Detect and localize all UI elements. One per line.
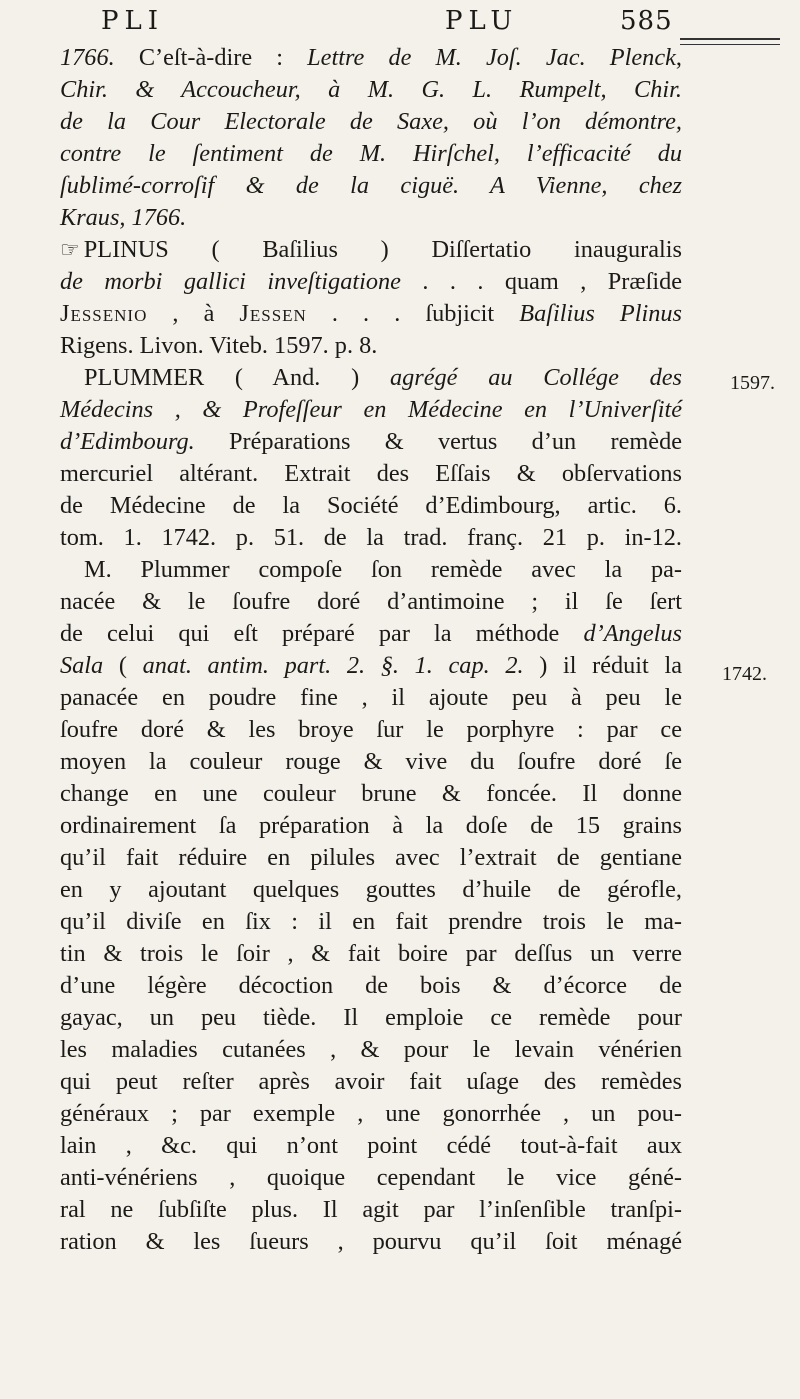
text-line (60, 458, 682, 490)
text-line (60, 970, 682, 1002)
text-line (60, 74, 682, 106)
text-segment: gayac, un peu tiède. Il emploie ce remède pour (60, 1004, 682, 1031)
text-segment: 1766. (60, 44, 139, 71)
text-segment: qu’il fait réduire en pilules avec l’extrait de gentiane (60, 844, 682, 871)
text-segment: PLINUS ( Baſilius ) Diſſertatio inauguralis (83, 236, 682, 263)
text-segment: qu’il diviſe en ſix : il en fait prendre trois le ma- (60, 908, 682, 935)
running-header (85, 6, 685, 40)
text-line (60, 874, 682, 906)
text-line (60, 42, 682, 74)
text-segment: de la Cour Electorale de Saxe, où l’on démontre, (60, 108, 682, 135)
text-segment: Kraus, 1766. (60, 204, 187, 231)
text-segment: ration & les ſueurs , pourvu qu’il ſoit ménagé (60, 1228, 682, 1255)
text-line (60, 490, 682, 522)
text-segment: Baſilius Plinus (519, 300, 682, 327)
text-segment: tin & trois le ſoir , & fait boire par deſſus un verre (60, 940, 682, 967)
text-line (60, 842, 682, 874)
text-segment: d’Angelus (583, 620, 682, 647)
header-left-word: PLI (101, 6, 165, 36)
text-line (60, 522, 682, 554)
text-segment: de morbi gallici inveſtigatione (60, 268, 401, 295)
text-line (60, 106, 682, 138)
body-text (60, 42, 682, 1258)
text-segment: ral ne ſubſiſte plus. Il agit par l’inſenſible tranſpi- (60, 1196, 682, 1223)
text-segment: change en une couleur brune & foncée. Il donne (60, 780, 682, 807)
text-segment: Sala (60, 652, 104, 679)
text-segment: , à (147, 300, 240, 327)
text-segment: C’eſt-à-dire : (138, 44, 308, 71)
text-line (60, 170, 682, 202)
text-segment: en y ajoutant quelques gouttes d’huile de gérofle, (60, 876, 682, 903)
text-segment: les maladies cutanées , & pour le levain vénérien (60, 1036, 682, 1063)
text-line (60, 1002, 682, 1034)
text-segment: lain , &c. qui n’ont point cédé tout-à-fait aux (60, 1132, 682, 1159)
text-line (60, 1066, 682, 1098)
text-line (60, 330, 682, 362)
text-line (60, 362, 682, 394)
text-line (60, 1226, 682, 1258)
text-segment: anti-vénériens , quoique cependant le vice géné- (60, 1164, 682, 1191)
header-right-word: PLU (445, 6, 519, 36)
text-line (60, 810, 682, 842)
text-segment: généraux ; par exemple , une gonorrhée , un pou- (60, 1100, 682, 1127)
text-segment: qui peut reſter après avoir fait uſage des remèdes (60, 1068, 682, 1095)
text-line (60, 938, 682, 970)
text-segment: agrégé au Collége des (389, 364, 683, 391)
text-segment: . . . quam , Præſide (400, 268, 682, 295)
margin-year-1742-text: 1742. (722, 663, 767, 685)
text-segment: de celui qui eſt préparé par la méthode (60, 620, 584, 647)
text-line (60, 650, 682, 682)
text-line (60, 1098, 682, 1130)
text-segment: PLUMMER ( And. ) (84, 364, 390, 391)
text-line (60, 266, 682, 298)
text-segment: Chir. & Accoucheur, à M. G. L. Rumpelt, Chir. (60, 76, 682, 103)
pointing-hand-icon: ☞ (60, 237, 80, 262)
text-line (60, 426, 682, 458)
text-segment: Jessen (239, 300, 307, 327)
text-segment: Rigens. Livon. Viteb. 1597. p. 8. (60, 332, 378, 359)
text-segment: ) il réduit la (523, 652, 682, 679)
text-line (60, 586, 682, 618)
margin-year-1597: 1597. (730, 372, 775, 394)
text-segment: ( (103, 652, 143, 679)
text-segment: d’une légère décoction de bois & d’écorce de (60, 972, 682, 999)
text-line (60, 234, 682, 266)
text-line (60, 298, 682, 330)
text-segment: Préparations & vertus d’un remède (194, 428, 682, 455)
text-line (60, 138, 682, 170)
text-line (60, 1194, 682, 1226)
text-line (60, 1162, 682, 1194)
text-segment: tom. 1. 1742. p. 51. de la trad. franç. 21 p. in-12. (60, 524, 682, 551)
text-segment: ſoufre doré & les broye ſur le porphyre : par ce (60, 716, 682, 743)
text-line (60, 746, 682, 778)
text-segment: . . . ſubjicit (306, 300, 520, 327)
text-segment: d’Edimbourg. (60, 428, 195, 455)
text-line (60, 1130, 682, 1162)
text-segment: moyen la couleur rouge & vive du ſoufre doré ſe (60, 748, 682, 775)
text-line (60, 202, 682, 234)
text-segment: Jessenio (60, 300, 148, 327)
text-line (60, 682, 682, 714)
text-segment: mercuriel altérant. Extrait des Eſſais & obſervations (60, 460, 682, 487)
text-line (60, 618, 682, 650)
page-number: 585 (620, 6, 673, 36)
text-segment: ſublimé-corroſif & de la ciguë. A Vienne, chez (60, 172, 682, 199)
text-segment: Médecins , & Profeſſeur en Médecine en l’Univerſité (60, 396, 682, 423)
text-line (60, 554, 682, 586)
text-segment: Lettre de M. Joſ. Jac. Plenck (307, 44, 676, 71)
margin-year-1742 (722, 663, 767, 686)
text-line (60, 906, 682, 938)
text-segment: , (675, 44, 682, 71)
text-line (60, 394, 682, 426)
text-line (60, 778, 682, 810)
text-segment: nacée & le ſoufre doré d’antimoine ; il ſe ſert (60, 588, 682, 615)
text-line (60, 1034, 682, 1066)
text-segment: anat. antim. part. 2. §. 1. cap. 2. (142, 652, 524, 679)
header-rule (680, 38, 780, 45)
text-segment: contre le ſentiment de M. Hirſchel, l’efficacité du (60, 140, 682, 167)
text-segment: de Médecine de la Société d’Edimbourg, artic. 6. (60, 492, 682, 519)
text-line (60, 714, 682, 746)
text-segment: ordinairement ſa préparation à la doſe de 15 grains (60, 812, 682, 839)
text-segment: panacée en poudre fine , il ajoute peu à peu le (60, 684, 682, 711)
text-segment: M. Plummer compoſe ſon remède avec la pa- (84, 556, 682, 583)
